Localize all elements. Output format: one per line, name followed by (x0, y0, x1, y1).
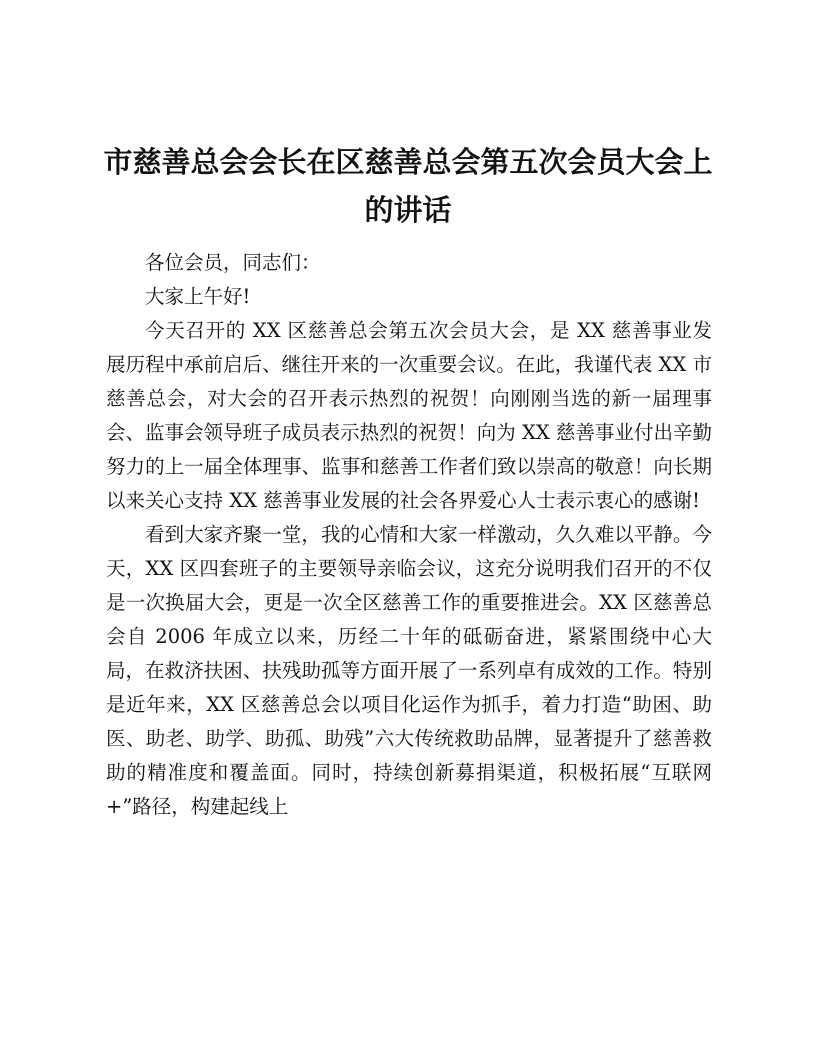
body-paragraph: 看到大家齐聚一堂，我的心情和大家一样激动，久久难以平静。今天，XX 区四套班子的主要领导亲临会议，这充分说明我们召开的不仅是一次换届大会，更是一次全区慈善工作的重要推进会。XX 区慈善总会自 2006 年成立以来，历经二十年的砥砺奋进，紧紧围绕中心大局，在救济扶困、扶残助孤等方面开展了一系列卓有成效的工作。特别是近年来，XX 区慈善总会以项目化运作为抓手，着力打造“助困、助医、助老、助学、助孤、助残”六大传统救助品牌，显著提升了慈善救助的精准度和覆盖面。同时，持续创新募捐渠道，积极拓展“互联网+”路径，构建起线上 (106, 523, 712, 818)
document-title: 市慈善总会会长在区慈善总会第五次会员大会上的讲话 (103, 145, 713, 227)
greeting: 大家上午好! (145, 285, 251, 308)
body-paragraph: 今天召开的 XX 区慈善总会第五次会员大会，是 XX 慈善事业发展历程中承前启后、继往开来的一次重要会议。在此，我谨代表 XX 市慈善总会，对大会的召开表示热烈的祝贺！向刚刚当选的新一届理事会、监事会领导班子成员表示热烈的祝贺！向为 XX 慈善事业付出辛勤努力的上一届全体理事、监事和慈善工作者们致以崇高的敬意！向长期以来关心支持 XX 慈善事业发展的社会各界爱心人士表示衷心的感谢! (106, 319, 712, 512)
salutation: 各位会员，同志们： (145, 251, 321, 274)
document-body (106, 246, 712, 824)
